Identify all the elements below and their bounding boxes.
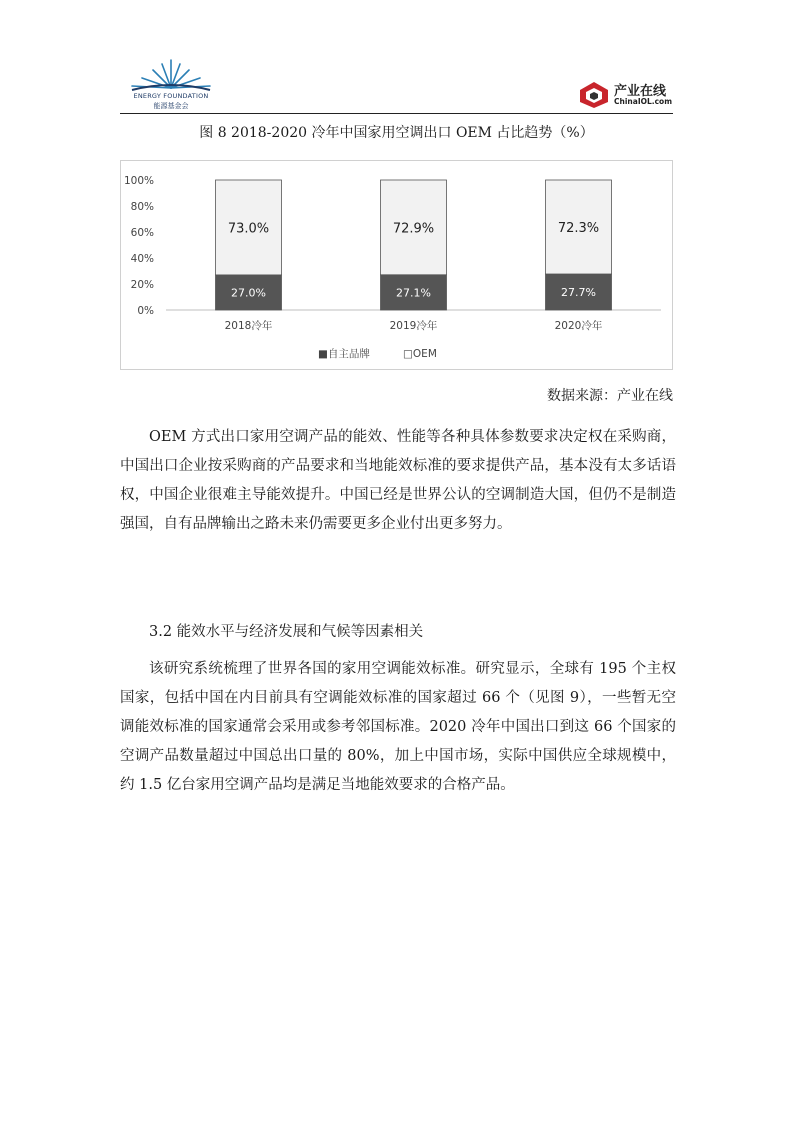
y-tick-label: 0% <box>137 305 154 317</box>
starburst-icon <box>128 58 214 94</box>
energy-foundation-logo <box>128 58 214 112</box>
energy-foundation-name-en: ENERGY FOUNDATION <box>133 92 209 100</box>
energy-foundation-name-cn: 能源基金会 <box>153 102 189 110</box>
data-label: 73.0% <box>227 221 270 237</box>
legend-item-oem: □OEM <box>403 348 437 360</box>
paragraph-oem-analysis: OEM 方式出口家用空调产品的能效、性能等各种具体参数要求决定权在采购商，中国出口企业按采购商的产品要求和当地能效标准的要求提供产品，基本没有太多话语权，中国企业很难主导能效提升。中国已经是世界公认的空调制造大国，但仍不是制造强国，自有品牌输出之路未来仍需要更多企业付出更多努力。 <box>120 429 676 532</box>
chinaiol-emblem-icon <box>578 80 610 110</box>
y-tick-label: 60% <box>130 227 154 239</box>
data-label: 27.1% <box>396 286 431 300</box>
figure-caption: 图 8 2018-2020 冷年中国家用空调出口 OEM 占比趋势（%） <box>199 125 594 141</box>
oem-share-chart <box>120 160 673 370</box>
paragraph-efficiency-standards: 该研究系统梳理了世界各国的家用空调能效标准。研究显示，全球有 195 个主权国家，包括中国在内目前具有空调能效标准的国家超过 66 个（见图 9），一些暂无空调能效标准的国家通常会采用或参考邻国标准。2020 冷年中国出口到这 66 个国家的空调产品数量超过中国总出口量的 80%，加上中国市场，实际中国供应全球规模中，约 1.5 亿台家用空调产品均是满足当地能效要求的合格产品。 <box>120 661 676 793</box>
y-tick-label: 100% <box>123 175 154 187</box>
data-source: 数据来源：产业在线 <box>547 388 673 404</box>
chinaiol-site: ChinaIOL.com <box>614 97 673 106</box>
section-heading-3-2: 3.2 能效水平与经济发展和气候等因素相关 <box>149 624 424 640</box>
legend-item-own-brand: ■自主品牌 <box>318 348 370 360</box>
chart-canvas <box>121 161 674 371</box>
y-tick-label: 40% <box>130 253 154 265</box>
data-label: 72.9% <box>392 221 435 237</box>
chinaiol-logo <box>578 80 678 110</box>
chinaiol-name-cn: 产业在线 <box>614 84 667 99</box>
header-divider <box>120 113 673 114</box>
y-tick-label: 80% <box>130 201 154 213</box>
x-tick-label: 2020冷年 <box>554 320 603 332</box>
x-tick-label: 2019冷年 <box>389 320 438 332</box>
data-label: 72.3% <box>557 220 600 236</box>
data-label: 27.0% <box>231 286 266 300</box>
data-label: 27.7% <box>561 285 596 299</box>
y-tick-label: 20% <box>130 279 154 291</box>
x-tick-label: 2018冷年 <box>224 320 273 332</box>
